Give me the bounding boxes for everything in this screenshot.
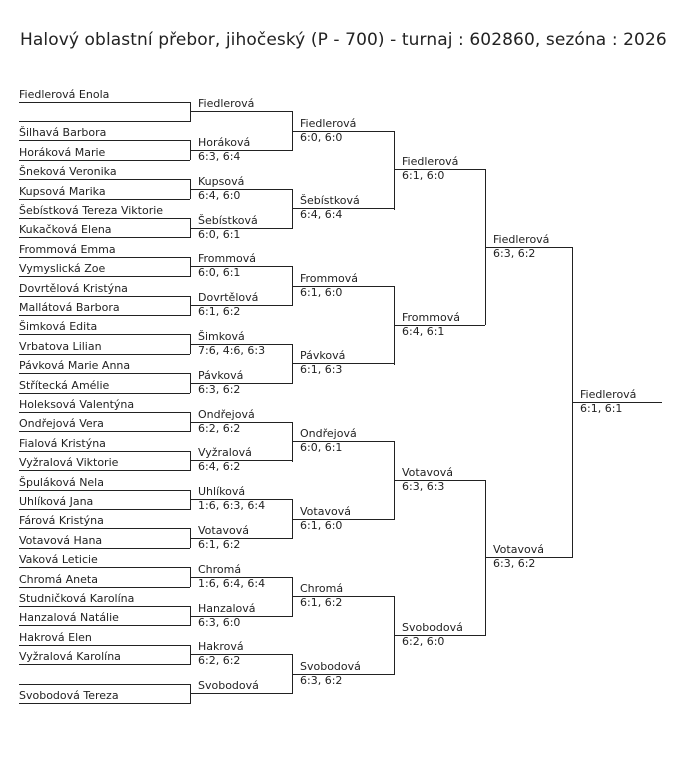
bracket-line — [19, 664, 190, 665]
player-name: Fiedlerová — [580, 388, 637, 401]
bracket-line — [19, 179, 190, 180]
player-name: Frommová — [402, 311, 460, 324]
match-score: 6:4, 6:0 — [198, 189, 241, 202]
bracket-line — [19, 276, 190, 277]
bracket-line — [19, 334, 190, 335]
player-name: Votavová — [198, 524, 249, 537]
player-name: Fiedlerová — [198, 97, 255, 110]
player-name: Studničková Karolína — [19, 592, 135, 605]
round2-player-6 — [198, 291, 258, 318]
match-score: 6:0, 6:0 — [300, 131, 343, 144]
bracket-line — [19, 470, 190, 471]
round3-player-3 — [300, 272, 358, 299]
bracket-line — [19, 625, 190, 626]
match-score: 6:3, 6:2 — [493, 247, 536, 260]
player-name: Uhlíková — [198, 485, 246, 498]
round2-player-10 — [198, 446, 252, 473]
entrant-28 — [19, 611, 119, 624]
bracket-line — [19, 567, 190, 568]
match-score: 6:1, 6:0 — [300, 519, 343, 532]
bracket-line — [19, 528, 190, 529]
player-name: Votavová — [300, 505, 351, 518]
player-name: Holeksová Valentýna — [19, 398, 135, 411]
match-score: 6:3, 6:0 — [198, 616, 241, 629]
player-name: Fialová Kristýna — [19, 437, 106, 450]
entrant-8 — [19, 223, 112, 236]
entrant-12 — [19, 301, 120, 314]
player-name: Kupsová Marika — [19, 185, 106, 198]
bracket-line — [19, 354, 190, 355]
entrant-4 — [19, 146, 105, 159]
match-score: 6:1, 6:1 — [580, 402, 623, 415]
bracket-connector — [394, 131, 395, 210]
player-name: Mallátová Barbora — [19, 301, 120, 314]
bracket-line — [19, 160, 190, 161]
player-name: Hanzalová — [198, 602, 256, 615]
match-score: 6:1, 6:2 — [300, 596, 343, 609]
entrant-23 — [19, 514, 104, 527]
round2-player-15 — [198, 640, 244, 667]
player-name: Pávková — [198, 369, 244, 382]
entrant-16 — [19, 379, 109, 392]
bracket-connector — [292, 189, 293, 229]
player-name: Chromá — [300, 582, 344, 595]
round3-player-7 — [300, 582, 343, 609]
entrant-10 — [19, 262, 105, 275]
entrant-7 — [19, 204, 163, 217]
bracket-line — [19, 431, 190, 432]
player-name: Fiedlerová — [402, 155, 459, 168]
bracket-line — [19, 237, 190, 238]
player-name: Fiedlerová Enola — [19, 88, 110, 101]
player-name: Svobodová — [198, 679, 259, 692]
bracket-line — [19, 140, 190, 141]
round2-player-11 — [198, 485, 265, 512]
round2-player-13 — [198, 563, 265, 590]
entrant-24 — [19, 534, 102, 547]
bracket-line — [190, 693, 292, 694]
round2-player-16 — [198, 679, 259, 693]
round4-player-3 — [402, 466, 453, 493]
bracket-connector — [190, 684, 191, 704]
bracket-connector — [190, 451, 191, 471]
match-score: 6:4, 6:2 — [198, 460, 241, 473]
round3-player-5 — [300, 427, 357, 454]
match-score: 6:1, 6:0 — [402, 169, 445, 182]
round4-player-1 — [402, 155, 458, 182]
entrant-15 — [19, 359, 130, 372]
player-name: Vaková Leticie — [19, 553, 98, 566]
round3-player-4 — [300, 349, 345, 376]
bracket-line — [19, 490, 190, 491]
bracket-line — [19, 684, 190, 685]
entrant-5 — [19, 165, 117, 178]
match-score: 6:1, 6:2 — [198, 305, 241, 318]
bracket-connector — [190, 257, 191, 277]
bracket-line — [19, 645, 190, 646]
match-score: 6:3, 6:2 — [198, 383, 241, 396]
bracket-line — [19, 509, 190, 510]
bracket-line — [19, 451, 190, 452]
bracket-line — [19, 606, 190, 607]
bracket-line — [19, 373, 190, 374]
bracket-line — [19, 102, 190, 103]
bracket-connector — [190, 102, 191, 122]
player-name: Hakrová Elen — [19, 631, 92, 644]
player-name: Vrbatova Lilian — [19, 340, 102, 353]
bracket-line — [190, 111, 292, 112]
player-name: Šebístková — [300, 194, 360, 207]
bracket-line — [19, 587, 190, 588]
round2-player-4 — [198, 214, 258, 241]
round2-player-3 — [198, 175, 244, 202]
player-name: Horáková — [198, 136, 251, 149]
entrant-29 — [19, 631, 92, 644]
entrant-18 — [19, 417, 104, 430]
round5-player-2 — [493, 543, 544, 570]
player-name: Šebístková — [198, 214, 258, 227]
match-score: 6:0, 6:1 — [300, 441, 343, 454]
bracket-connector — [190, 490, 191, 510]
player-name: Šimková Edita — [19, 320, 98, 333]
entrant-25 — [19, 553, 98, 566]
bracket-connector — [190, 645, 191, 665]
bracket-line — [19, 548, 190, 549]
player-name: Ondřejová Vera — [19, 417, 104, 430]
player-name: Votavová Hana — [19, 534, 103, 547]
match-score: 6:4, 6:4 — [300, 208, 343, 221]
match-score: 6:0, 6:1 — [198, 266, 241, 279]
entrant-30 — [19, 650, 121, 663]
bracket-connector — [485, 480, 486, 636]
player-name: Uhlíková Jana — [19, 495, 94, 508]
entrant-11 — [19, 282, 128, 295]
player-name: Fiedlerová — [493, 233, 550, 246]
player-name: Pávková — [300, 349, 346, 362]
entrant-17 — [19, 398, 134, 411]
player-name: Dovrtělová Kristýna — [19, 282, 128, 295]
player-name: Vyžralová Viktorie — [19, 456, 119, 469]
player-name: Svobodová Tereza — [19, 689, 119, 702]
round2-player-7 — [198, 330, 265, 357]
player-name: Fiedlerová — [300, 117, 357, 130]
bracket-line — [19, 296, 190, 297]
round2-player-14 — [198, 602, 256, 629]
bracket-connector — [292, 577, 293, 617]
player-name: Šneková Veronika — [19, 165, 117, 178]
round4-player-2 — [402, 311, 460, 338]
player-name: Hakrová — [198, 640, 244, 653]
bracket-line — [19, 199, 190, 200]
bracket-line — [19, 393, 190, 394]
player-name: Frommová — [198, 252, 256, 265]
match-score: 6:2, 6:2 — [198, 654, 241, 667]
match-score: 6:3, 6:2 — [493, 557, 536, 570]
player-name: Střítecká Amélie — [19, 379, 110, 392]
player-name: Ondřejová — [198, 408, 255, 421]
round2-player-5 — [198, 252, 256, 279]
player-name: Svobodová — [300, 660, 361, 673]
match-score: 6:4, 6:1 — [402, 325, 445, 338]
player-name: Kupsová — [198, 175, 245, 188]
entrant-6 — [19, 185, 106, 198]
round2-player-9 — [198, 408, 255, 435]
bracket-line — [19, 121, 190, 122]
bracket-connector — [190, 296, 191, 316]
match-score: 6:2, 6:2 — [198, 422, 241, 435]
entrant-19 — [19, 437, 106, 450]
bracket-line — [19, 412, 190, 413]
entrant-14 — [19, 340, 102, 353]
tournament-winner — [580, 388, 636, 415]
round2-player-8 — [198, 369, 243, 396]
match-score: 6:2, 6:0 — [402, 635, 445, 648]
match-score: 6:3, 6:4 — [198, 150, 241, 163]
entrant-3 — [19, 126, 106, 139]
player-name: Hanzalová Natálie — [19, 611, 119, 624]
entrant-26 — [19, 573, 98, 586]
match-score: 1:6, 6:4, 6:4 — [198, 577, 266, 590]
match-score: 6:3, 6:2 — [300, 674, 343, 687]
bracket-line — [19, 218, 190, 219]
player-name: Kukačková Elena — [19, 223, 112, 236]
player-name: Frommová — [300, 272, 358, 285]
round2-player-12 — [198, 524, 249, 551]
bracket-connector — [292, 344, 293, 384]
round3-player-2 — [300, 194, 360, 221]
player-name: Vyžralová — [198, 446, 252, 459]
round3-player-6 — [300, 505, 351, 532]
entrant-32 — [19, 689, 119, 702]
entrant-1 — [19, 88, 109, 101]
player-name: Špuláková Nela — [19, 476, 104, 489]
match-score: 1:6, 6:3, 6:4 — [198, 499, 266, 512]
match-score: 6:1, 6:3 — [300, 363, 343, 376]
player-name: Dovrtělová — [198, 291, 259, 304]
player-name: Ondřejová — [300, 427, 357, 440]
bracket-line — [19, 703, 190, 704]
match-score: 6:3, 6:3 — [402, 480, 445, 493]
player-name: Vymyslická Zoe — [19, 262, 106, 275]
player-name: Pávková Marie Anna — [19, 359, 131, 372]
round3-player-8 — [300, 660, 361, 687]
entrant-13 — [19, 320, 97, 333]
player-name: Votavová — [402, 466, 453, 479]
round5-player-1 — [493, 233, 549, 260]
player-name: Šilhavá Barbora — [19, 126, 107, 139]
entrant-9 — [19, 243, 116, 256]
player-name: Horáková Marie — [19, 146, 106, 159]
player-name: Vyžralová Karolína — [19, 650, 121, 663]
round2-player-1 — [198, 97, 254, 111]
player-name: Chromá — [198, 563, 242, 576]
player-name: Šebístková Tereza Viktorie — [19, 204, 164, 217]
round4-player-4 — [402, 621, 463, 648]
bracket-line — [19, 315, 190, 316]
bracket-line — [19, 257, 190, 258]
entrant-20 — [19, 456, 118, 469]
page-title: Halový oblastní přebor, jihočeský (P - 700) - turnaj : 602860, sezóna : 2026 — [20, 30, 667, 50]
match-score: 6:0, 6:1 — [198, 228, 241, 241]
player-name: Svobodová — [402, 621, 463, 634]
bracket-connector — [292, 422, 293, 462]
match-score: 7:6, 4:6, 6:3 — [198, 344, 266, 357]
entrant-21 — [19, 476, 104, 489]
match-score: 6:1, 6:2 — [198, 538, 241, 551]
player-name: Šimková — [198, 330, 245, 343]
round2-player-2 — [198, 136, 250, 163]
match-score: 6:1, 6:0 — [300, 286, 343, 299]
player-name: Fárová Kristýna — [19, 514, 104, 527]
entrant-22 — [19, 495, 93, 508]
player-name: Votavová — [493, 543, 544, 556]
player-name: Chromá Aneta — [19, 573, 98, 586]
round3-player-1 — [300, 117, 356, 144]
player-name: Frommová Emma — [19, 243, 116, 256]
entrant-27 — [19, 592, 134, 605]
